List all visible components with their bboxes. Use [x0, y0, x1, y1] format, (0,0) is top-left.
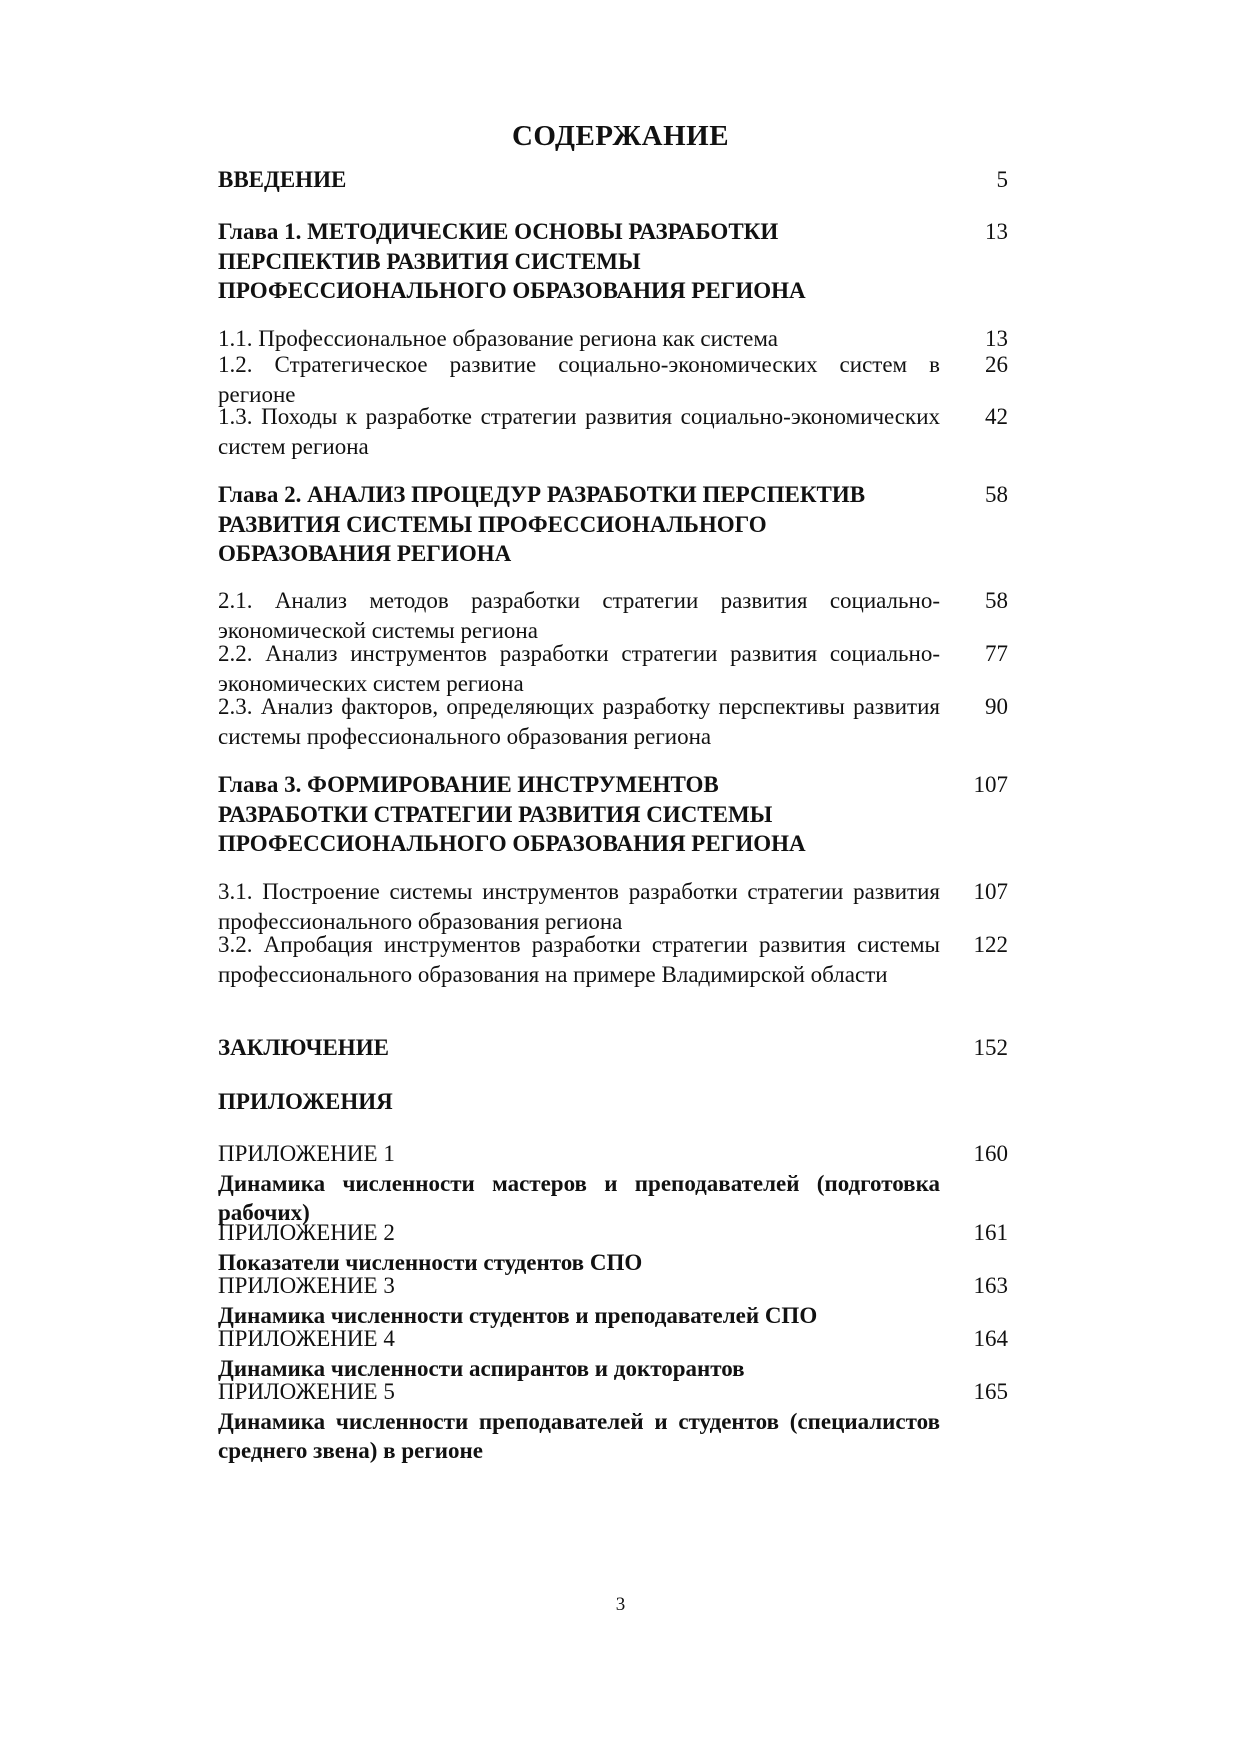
toc-entry-page: 107: [973, 772, 1008, 797]
toc-entry-page: 13: [985, 219, 1008, 244]
toc-entry-text: 3.1. Построение системы инструментов разработки стратегии развития профессионального образования региона: [218, 879, 940, 934]
toc-entry-text: 2.2. Анализ инструментов разработки стратегии развития социально-экономических систем региона: [218, 641, 940, 696]
toc-entry-page: 122: [973, 932, 1008, 957]
toc-entry-text: 2.1. Анализ методов разработки стратегии развития социально-экономической системы региона: [218, 588, 940, 643]
appendix-label: ПРИЛОЖЕНИЕ 1: [218, 1141, 395, 1166]
toc-entry-page: 26: [985, 352, 1008, 377]
appendix-title: Показатели численности студентов СПО: [218, 1249, 643, 1275]
toc-entry-page: 165: [973, 1379, 1008, 1404]
appendix-label: ПРИЛОЖЕНИЕ 5: [218, 1379, 395, 1404]
appendix-label: ПРИЛОЖЕНИЕ 3: [218, 1273, 395, 1298]
toc-entry-page: 107: [973, 879, 1008, 904]
toc-entry-text: 1.3. Походы к разработке стратегии развития социально-экономических систем региона: [218, 404, 940, 459]
toc-entry-page: 152: [973, 1035, 1008, 1060]
toc-entry-text: 3.2. Апробация инструментов разработки стратегии развития системы профессионального образования на примере Владимирской области: [218, 932, 940, 987]
toc-entry-text: 2.3. Анализ факторов, определяющих разработку перспективы развития системы профессионального образования региона: [218, 694, 940, 749]
toc-entry-text: 1.2. Стратегическое развитие социально-экономических систем в регионе: [218, 352, 940, 407]
page-number: 3: [615, 1594, 626, 1615]
toc-entry-page: 58: [985, 482, 1008, 507]
toc-entry-text: Глава 3. ФОРМИРОВАНИЕ ИНСТРУМЕНТОВ РАЗРАБОТКИ СТРАТЕГИИ РАЗВИТИЯ СИСТЕМЫ ПРОФЕССИОНАЛЬНОГО ОБРАЗОВАНИЯ РЕГИОНА: [218, 772, 806, 856]
appendix-title: Динамика численности мастеров и преподавателей (подготовка рабочих): [218, 1170, 940, 1225]
appendix-label: ПРИЛОЖЕНИЕ 4: [218, 1326, 395, 1351]
toc-entry-page: 163: [973, 1273, 1008, 1298]
appendix-title: Динамика численности преподавателей и студентов (специалистов среднего звена) в регионе: [218, 1408, 940, 1463]
appendix-title: Динамика численности аспирантов и докторантов: [218, 1355, 745, 1381]
toc-entry-page: 77: [985, 641, 1008, 666]
toc-entry-text: Глава 2. АНАЛИЗ ПРОЦЕДУР РАЗРАБОТКИ ПЕРСПЕКТИВ РАЗВИТИЯ СИСТЕМЫ ПРОФЕССИОНАЛЬНОГО ОБРАЗОВАНИЯ РЕГИОНА: [218, 482, 866, 566]
toc-entry-text: ЗАКЛЮЧЕНИЕ: [218, 1035, 389, 1060]
toc-entry-page: 90: [985, 694, 1008, 719]
toc-entry-text: Глава 1. МЕТОДИЧЕСКИЕ ОСНОВЫ РАЗРАБОТКИ ПЕРСПЕКТИВ РАЗВИТИЯ СИСТЕМЫ ПРОФЕССИОНАЛЬНОГО ОБРАЗОВАНИЯ РЕГИОНА: [218, 219, 806, 303]
page-title: СОДЕРЖАНИЕ: [511, 120, 730, 152]
toc-entry-page: 161: [973, 1220, 1008, 1245]
toc-entry-text: 1.1. Профессиональное образование региона как система: [218, 326, 778, 351]
toc-entry-text: ПРИЛОЖЕНИЯ: [218, 1089, 393, 1114]
appendix-label: ПРИЛОЖЕНИЕ 2: [218, 1220, 395, 1245]
toc-entry-page: 5: [996, 167, 1008, 192]
toc-entry-text: ВВЕДЕНИЕ: [218, 167, 347, 192]
appendix-title: Динамика численности студентов и преподавателей СПО: [218, 1302, 818, 1328]
toc-entry-page: 164: [973, 1326, 1008, 1351]
toc-entry-page: 160: [973, 1141, 1008, 1166]
toc-entry-page: 58: [985, 588, 1008, 613]
toc-entry-page: 13: [985, 326, 1008, 351]
toc-entry-page: 42: [985, 404, 1008, 429]
